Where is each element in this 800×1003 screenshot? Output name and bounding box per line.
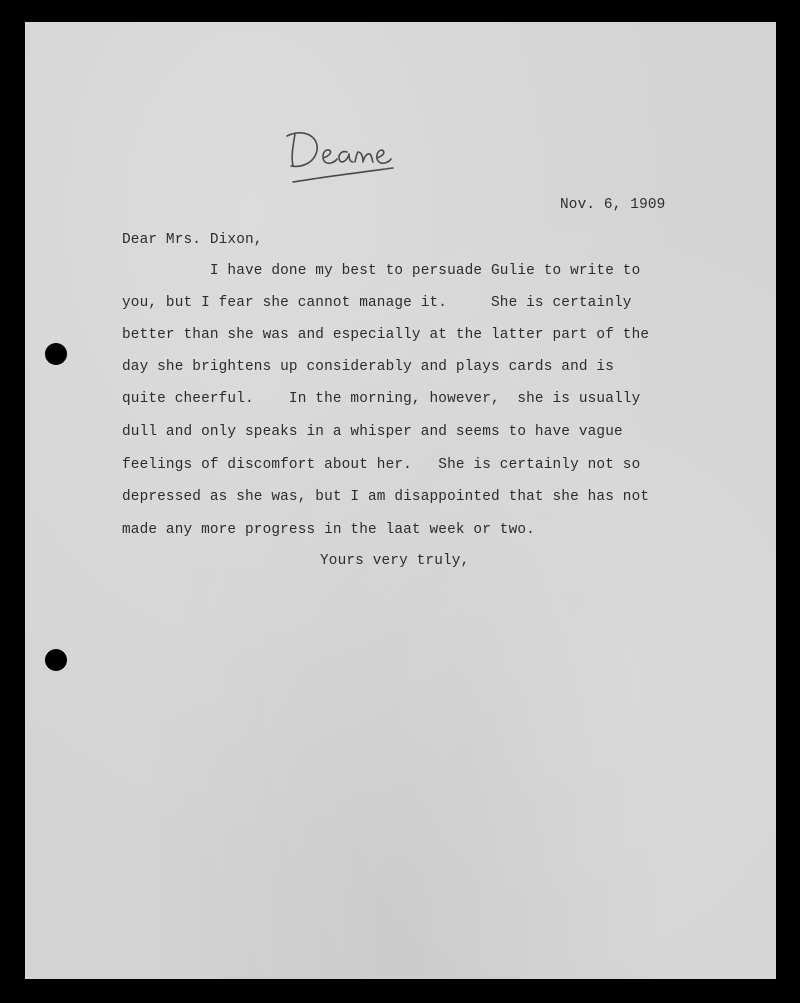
handwritten-signature bbox=[283, 122, 403, 192]
body-line: quite cheerful. In the morning, however, she is usually bbox=[122, 391, 641, 407]
signature-text bbox=[283, 122, 284, 123]
body-line: day she brightens up considerably and plays cards and is bbox=[122, 359, 615, 375]
body-line: dull and only speaks in a whisper and seems to have vague bbox=[122, 424, 623, 440]
body-line: you, but I fear she cannot manage it. She is certainly bbox=[122, 295, 632, 311]
body-line: made any more progress in the laat week or two. bbox=[122, 522, 535, 538]
salutation: Dear Mrs. Dixon, bbox=[122, 232, 263, 248]
punch-hole-bottom bbox=[45, 649, 67, 671]
body-line: I have done my best to persuade Gulie to write to bbox=[122, 263, 641, 279]
punch-hole-top bbox=[45, 343, 67, 365]
body-line: better than she was and especially at the latter part of the bbox=[122, 327, 650, 343]
letter-date: Nov. 6, 1909 bbox=[560, 197, 666, 213]
signature-ink bbox=[283, 122, 403, 192]
closing: Yours very truly, bbox=[320, 553, 470, 569]
body-line: feelings of discomfort about her. She is certainly not so bbox=[122, 457, 641, 473]
body-line: depressed as she was, but I am disappointed that she has not bbox=[122, 489, 650, 505]
